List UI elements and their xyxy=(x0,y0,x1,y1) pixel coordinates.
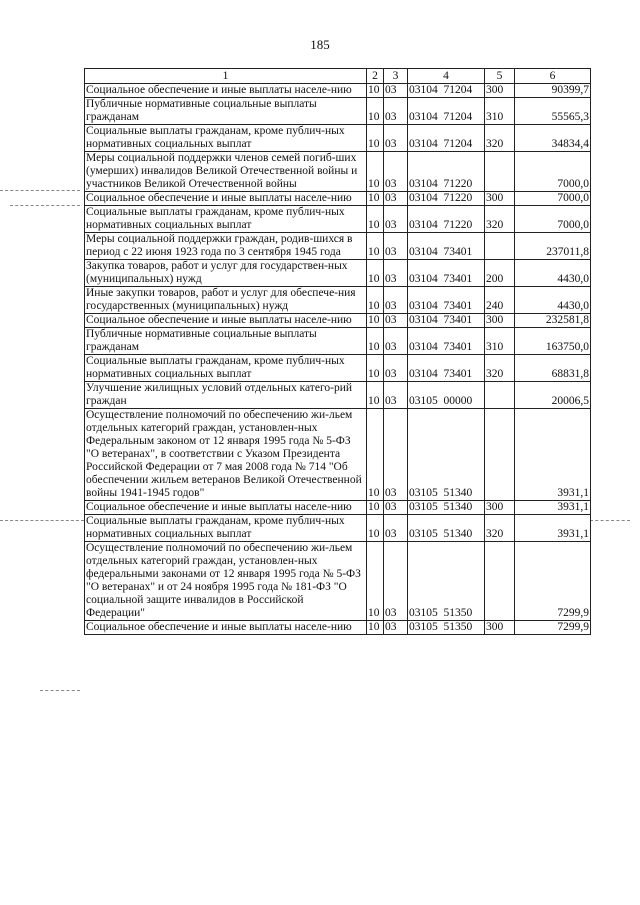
row-cell-c6: 20006,5 xyxy=(515,382,591,409)
row-cell-c4: 03104 71204 xyxy=(408,84,485,98)
table-row xyxy=(85,409,591,501)
header-col-2: 2 xyxy=(367,69,384,84)
table-row xyxy=(85,84,591,98)
scan-artifact xyxy=(40,690,80,692)
row-cell-c3: 03 xyxy=(384,233,408,260)
row-cell-c2: 10 xyxy=(367,501,384,515)
header-col-5: 5 xyxy=(485,69,515,84)
scan-artifact xyxy=(10,205,80,207)
table-body xyxy=(85,84,591,635)
row-cell-c5 xyxy=(485,382,515,409)
row-cell-c5: 320 xyxy=(485,355,515,382)
table-row xyxy=(85,355,591,382)
header-row xyxy=(85,69,591,84)
table-row xyxy=(85,233,591,260)
row-cell-c6: 4430,0 xyxy=(515,260,591,287)
row-cell-c2: 10 xyxy=(367,409,384,501)
row-cell-c2: 10 xyxy=(367,621,384,635)
row-description: Осуществление полномочий по обеспечению жи-льем отдельных категорий граждан, установлен-ных федеральными законами от 12 января 1995 года № 5-ФЗ "О ветеранах" и от 24 ноября 1995 года № 181-ФЗ "О социальной защите инвалидов в Российской Федерации" xyxy=(85,542,367,621)
table-row xyxy=(85,382,591,409)
row-cell-c3: 03 xyxy=(384,382,408,409)
row-description: Публичные нормативные социальные выплаты гражданам xyxy=(85,328,367,355)
row-description: Иные закупки товаров, работ и услуг для обеспече-ния государственных (муниципальных) нужд xyxy=(85,287,367,314)
row-cell-c2: 10 xyxy=(367,84,384,98)
row-description: Социальное обеспечение и иные выплаты населе-нию xyxy=(85,501,367,515)
table-row xyxy=(85,287,591,314)
row-cell-c6: 4430,0 xyxy=(515,287,591,314)
row-description: Социальные выплаты гражданам, кроме публич-ных нормативных социальных выплат xyxy=(85,206,367,233)
row-cell-c6: 3931,1 xyxy=(515,501,591,515)
row-cell-c6: 237011,8 xyxy=(515,233,591,260)
row-cell-c2: 10 xyxy=(367,515,384,542)
row-cell-c5: 320 xyxy=(485,125,515,152)
header-col-3: 3 xyxy=(384,69,408,84)
row-cell-c2: 10 xyxy=(367,355,384,382)
row-cell-c6: 34834,4 xyxy=(515,125,591,152)
row-cell-c3: 03 xyxy=(384,501,408,515)
row-cell-c4: 03104 73401 xyxy=(408,260,485,287)
row-cell-c4: 03104 71204 xyxy=(408,125,485,152)
row-cell-c4: 03104 73401 xyxy=(408,233,485,260)
row-description: Меры социальной поддержки граждан, родив-шихся в период с 22 июня 1923 года по 3 сентября 1945 года xyxy=(85,233,367,260)
row-cell-c5 xyxy=(485,542,515,621)
row-cell-c2: 10 xyxy=(367,206,384,233)
row-cell-c2: 10 xyxy=(367,542,384,621)
row-cell-c5: 310 xyxy=(485,98,515,125)
row-cell-c2: 10 xyxy=(367,260,384,287)
row-cell-c4: 03105 00000 xyxy=(408,382,485,409)
row-cell-c4: 03105 51340 xyxy=(408,515,485,542)
row-cell-c5: 310 xyxy=(485,328,515,355)
row-description: Социальные выплаты гражданам, кроме публич-ных нормативных социальных выплат xyxy=(85,125,367,152)
row-description: Социальные выплаты гражданам, кроме публич-ных нормативных социальных выплат xyxy=(85,355,367,382)
row-cell-c3: 03 xyxy=(384,328,408,355)
row-description: Осуществление полномочий по обеспечению жи-льем отдельных категорий граждан, установлен-ных Федеральным законом от 12 января 1995 года № 5-ФЗ "О ветеранах", в соответствии с Указом Президента Российской Федерации от 7 мая 2008 года № 714 "Об обеспечении жильем ветеранов Великой Отечественной войны 1941-1945 годов" xyxy=(85,409,367,501)
row-cell-c2: 10 xyxy=(367,314,384,328)
table-row xyxy=(85,542,591,621)
row-cell-c4: 03104 71220 xyxy=(408,152,485,192)
row-description: Социальное обеспечение и иные выплаты населе-нию xyxy=(85,84,367,98)
row-cell-c4: 03104 71220 xyxy=(408,192,485,206)
row-cell-c4: 03104 71204 xyxy=(408,98,485,125)
header-col-1: 1 xyxy=(85,69,367,84)
row-cell-c5: 300 xyxy=(485,501,515,515)
row-cell-c6: 90399,7 xyxy=(515,84,591,98)
table-row xyxy=(85,125,591,152)
row-description: Публичные нормативные социальные выплаты гражданам xyxy=(85,98,367,125)
row-cell-c2: 10 xyxy=(367,382,384,409)
row-cell-c5 xyxy=(485,152,515,192)
row-cell-c5: 320 xyxy=(485,206,515,233)
row-cell-c5: 320 xyxy=(485,515,515,542)
table-row xyxy=(85,98,591,125)
row-cell-c5: 300 xyxy=(485,84,515,98)
row-cell-c4: 03104 71220 xyxy=(408,206,485,233)
row-cell-c4: 03105 51340 xyxy=(408,501,485,515)
table-row xyxy=(85,501,591,515)
row-cell-c3: 03 xyxy=(384,287,408,314)
row-description: Улучшение жилищных условий отдельных катего-рий граждан xyxy=(85,382,367,409)
row-cell-c4: 03104 73401 xyxy=(408,328,485,355)
row-cell-c3: 03 xyxy=(384,409,408,501)
table-row xyxy=(85,328,591,355)
row-cell-c3: 03 xyxy=(384,542,408,621)
row-cell-c4: 03105 51350 xyxy=(408,621,485,635)
row-cell-c6: 7299,9 xyxy=(515,621,591,635)
row-cell-c3: 03 xyxy=(384,515,408,542)
row-cell-c6: 7000,0 xyxy=(515,152,591,192)
row-description: Социальное обеспечение и иные выплаты населе-нию xyxy=(85,192,367,206)
row-cell-c5: 300 xyxy=(485,621,515,635)
row-cell-c4: 03105 51340 xyxy=(408,409,485,501)
scan-artifact xyxy=(0,520,84,522)
row-cell-c5: 300 xyxy=(485,314,515,328)
row-cell-c6: 7000,0 xyxy=(515,192,591,206)
row-cell-c5: 300 xyxy=(485,192,515,206)
row-cell-c5: 200 xyxy=(485,260,515,287)
table-row xyxy=(85,192,591,206)
row-cell-c2: 10 xyxy=(367,125,384,152)
budget-table xyxy=(84,68,591,635)
table-row xyxy=(85,260,591,287)
row-cell-c4: 03104 73401 xyxy=(408,287,485,314)
row-cell-c6: 3931,1 xyxy=(515,409,591,501)
row-cell-c3: 03 xyxy=(384,260,408,287)
row-cell-c6: 3931,1 xyxy=(515,515,591,542)
row-cell-c3: 03 xyxy=(384,84,408,98)
row-description: Социальные выплаты гражданам, кроме публич-ных нормативных социальных выплат xyxy=(85,515,367,542)
row-description: Социальное обеспечение и иные выплаты населе-нию xyxy=(85,621,367,635)
table-row xyxy=(85,621,591,635)
row-cell-c6: 7000,0 xyxy=(515,206,591,233)
row-cell-c3: 03 xyxy=(384,192,408,206)
row-description: Социальное обеспечение и иные выплаты населе-нию xyxy=(85,314,367,328)
row-cell-c2: 10 xyxy=(367,233,384,260)
scan-artifact xyxy=(590,520,630,522)
table-row xyxy=(85,206,591,233)
row-cell-c2: 10 xyxy=(367,328,384,355)
header-col-6: 6 xyxy=(515,69,591,84)
table-row xyxy=(85,152,591,192)
row-cell-c5 xyxy=(485,409,515,501)
row-cell-c4: 03105 51350 xyxy=(408,542,485,621)
row-description: Закупка товаров, работ и услуг для государствен-ных (муниципальных) нужд xyxy=(85,260,367,287)
row-cell-c3: 03 xyxy=(384,152,408,192)
row-cell-c2: 10 xyxy=(367,192,384,206)
row-cell-c6: 232581,8 xyxy=(515,314,591,328)
row-cell-c3: 03 xyxy=(384,314,408,328)
row-description: Меры социальной поддержки членов семей погиб-ших (умерших) инвалидов Великой Отечественной войны и участников Великой Отечественной войны xyxy=(85,152,367,192)
row-cell-c4: 03104 73401 xyxy=(408,355,485,382)
scan-artifact xyxy=(0,190,80,192)
row-cell-c3: 03 xyxy=(384,125,408,152)
table-row xyxy=(85,314,591,328)
row-cell-c4: 03104 73401 xyxy=(408,314,485,328)
row-cell-c3: 03 xyxy=(384,621,408,635)
row-cell-c6: 68831,8 xyxy=(515,355,591,382)
row-cell-c5: 240 xyxy=(485,287,515,314)
row-cell-c2: 10 xyxy=(367,98,384,125)
row-cell-c5 xyxy=(485,233,515,260)
header-col-4: 4 xyxy=(408,69,485,84)
row-cell-c6: 7299,9 xyxy=(515,542,591,621)
row-cell-c3: 03 xyxy=(384,355,408,382)
table-row xyxy=(85,515,591,542)
row-cell-c3: 03 xyxy=(384,206,408,233)
page-number: 185 xyxy=(310,37,330,52)
row-cell-c2: 10 xyxy=(367,152,384,192)
row-cell-c6: 55565,3 xyxy=(515,98,591,125)
row-cell-c2: 10 xyxy=(367,287,384,314)
row-cell-c3: 03 xyxy=(384,98,408,125)
row-cell-c6: 163750,0 xyxy=(515,328,591,355)
